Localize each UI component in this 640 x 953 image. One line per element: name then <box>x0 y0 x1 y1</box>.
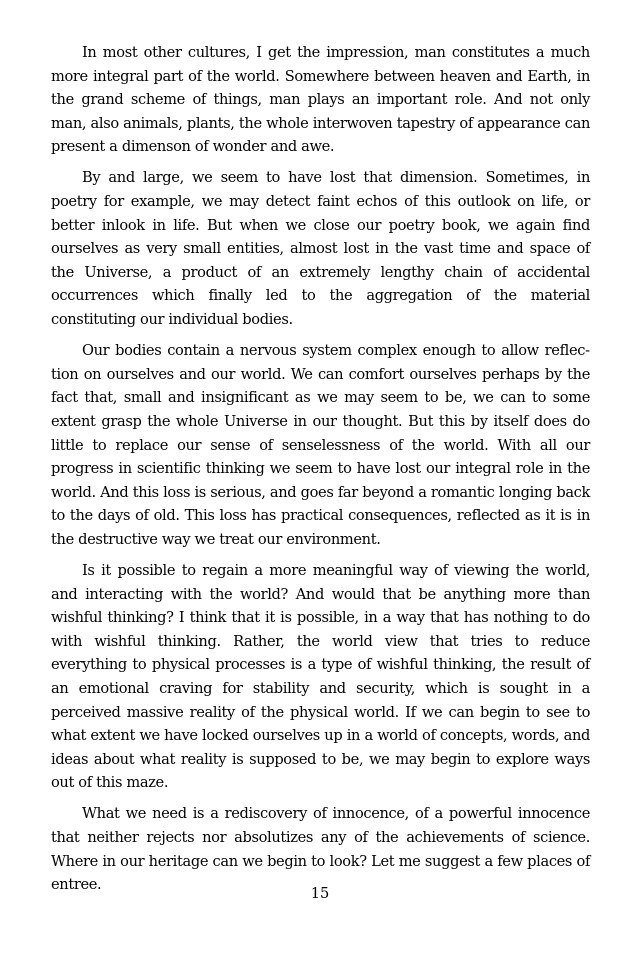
paragraph: By and large, we seem to have lost that dimension. Sometimes, in poetry for example, we may detect faint echos of this outlook on life, or better inlook in life. But when we close our poetry book, we again find ourselves as very small entities, almost lost in the vast time and space of the Universe, a product of an extremely lengthy chain of accidental occurrences which finally led to the aggregation of the material constituting our individual bodies. <box>51 169 590 329</box>
page-body <box>51 41 590 904</box>
paragraph: What we need is a rediscovery of innocence, of a powerful innocence that neither rejects nor absolutizes any of the achievements of science. Where in our heritage can we begin to look? Let me suggest a few places of entree. <box>51 805 590 894</box>
page-number: 15 <box>310 885 330 902</box>
paragraph: Our bodies contain a nervous system complex enough to allow reflection on ourselves and our world. We can comfort ourselves perhaps by the fact that, small and insignificant as we may seem to be, we can to some extent grasp the whole Universe in our thought. But this by itself does do little to replace our sense of senselessness of the world. With all our progress in scientific thinking we seem to have lost our integral role in the world. And this loss is serious, and goes far beyond a romantic longing back to the days of old. This loss has practical consequences, reflected as it is in the destructive way we treat our environment. <box>51 342 590 548</box>
paragraph: Is it possible to regain a more meaningful way of viewing the world, and interacting with the world? And would that be anything more than wishful thinking? I think that it is possible, in a way that has nothing to do with wishful thinking. Rather, the world view that tries to reduce everything to physical processes is a type of wishful thinking, the result of an emotional craving for stability and security, which is sought in a perceived massive reality of the physical world. If we can begin to see to what extent we have locked ourselves up in a world of concepts, words, and ideas about what reality is supposed to be, we may begin to explore ways out of this maze. <box>51 561 590 792</box>
paragraph: In most other cultures, I get the impression, man constitutes a much more integral part of the world. Somewhere between heaven and Earth, in the grand scheme of things, man plays an important role. And not only man, also animals, plants, the whole interwoven tapestry of appearance can present a dimenson of wonder and awe. <box>51 44 590 156</box>
